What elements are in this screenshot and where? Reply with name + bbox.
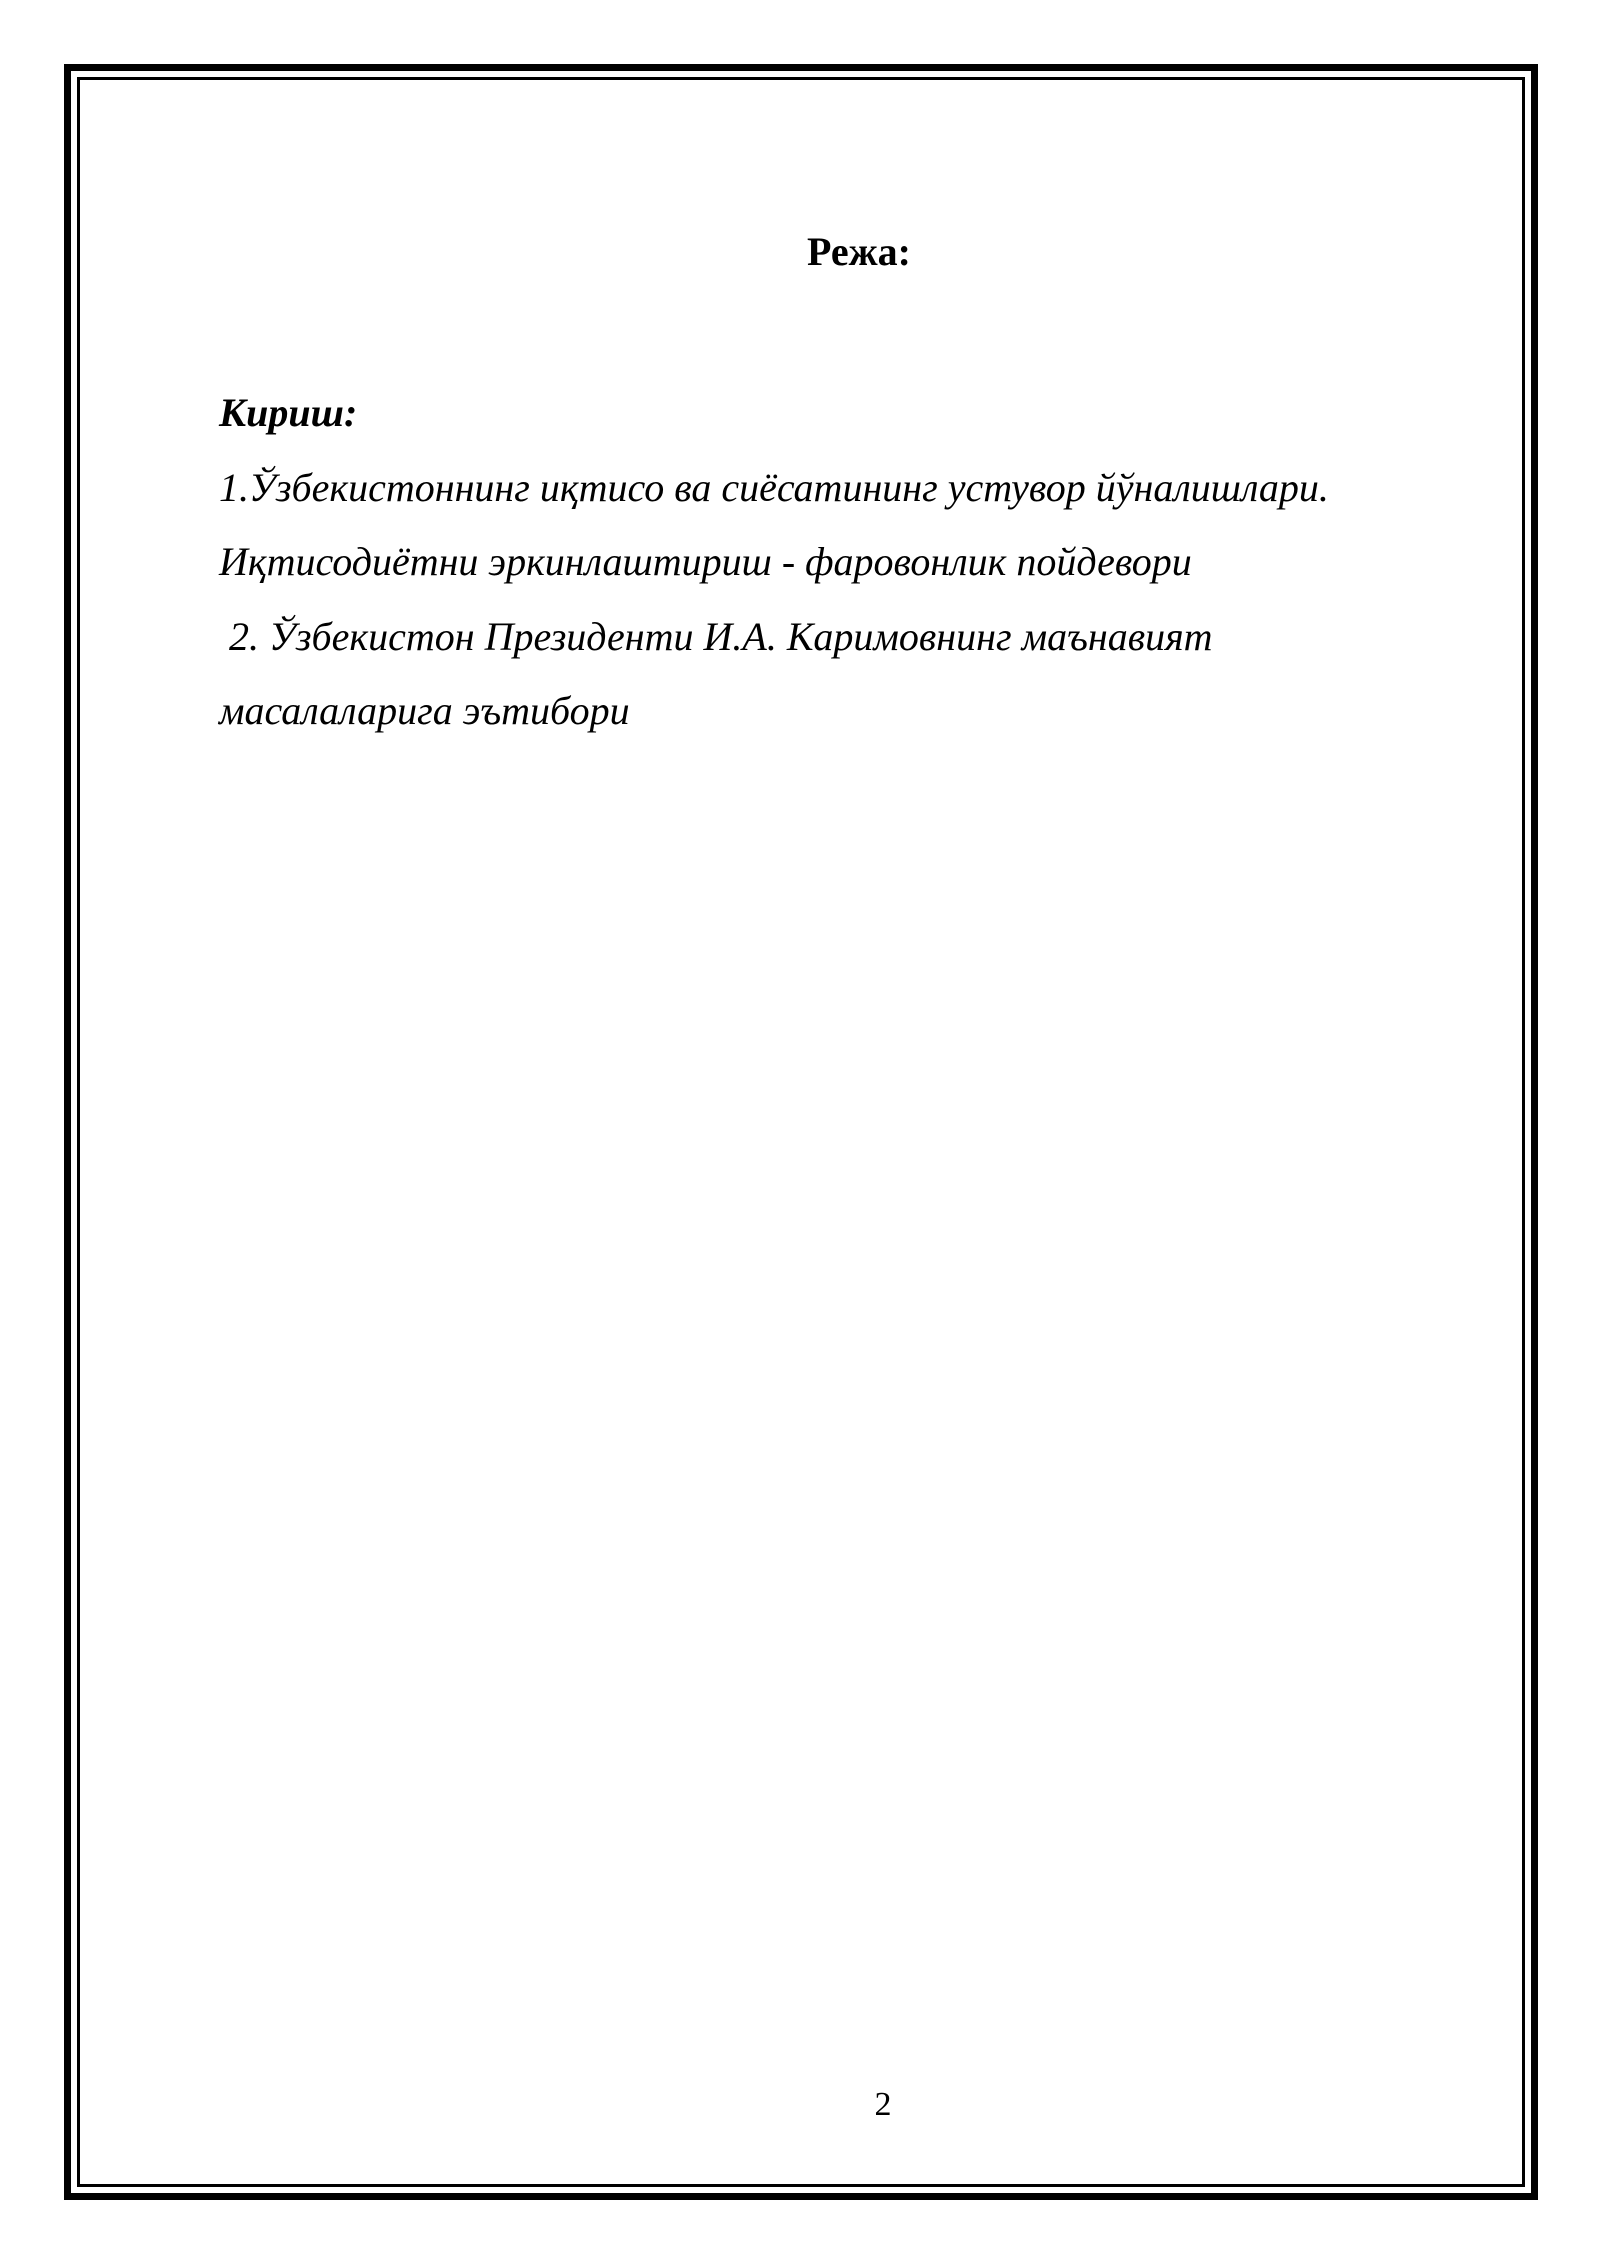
intro-heading: Кириш: <box>219 390 358 435</box>
plan-line-1: 1.Ўзбекистоннинг иқтисо ва сиёсатининг устувор йўналишлари. <box>219 464 1329 510</box>
plan-line-3: 2. Ўзбекистон Президенти И.А. Каримовнинг маънавият <box>219 613 1213 659</box>
plan-line-4: масалаларига эътибори <box>219 688 630 733</box>
page-title: Режа: <box>807 229 911 274</box>
plan-line-2: Иқтисодиётни эркинлаштириш - фаровонлик пойдевори <box>219 539 1192 584</box>
page-number: 2 <box>874 2086 892 2123</box>
plan-content <box>219 376 1479 749</box>
